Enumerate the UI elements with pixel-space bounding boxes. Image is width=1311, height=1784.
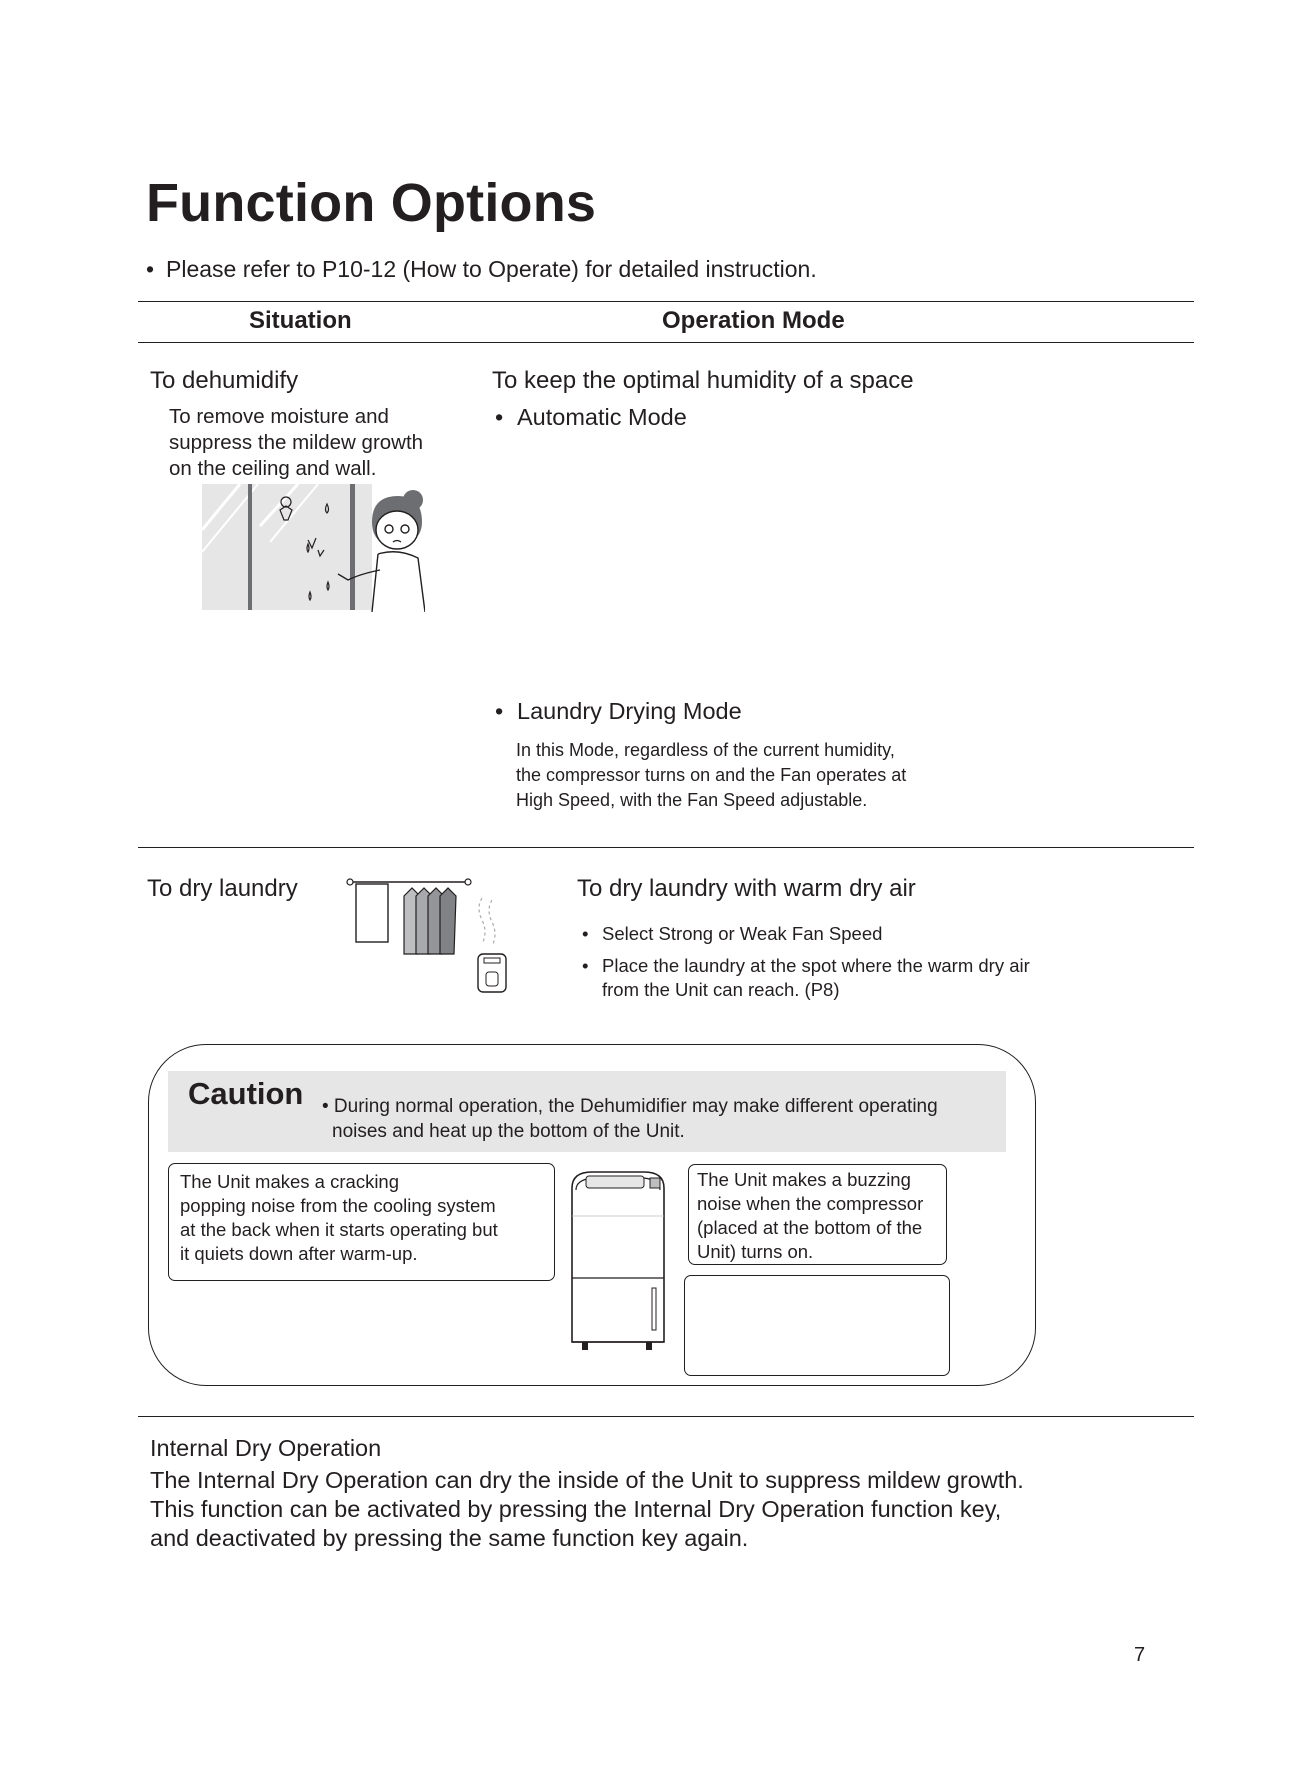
laundry-tip-fan-speed [582,922,882,946]
box-line: The Unit makes a cracking [180,1171,400,1192]
tip-line: Place the laundry at the spot where the warm dry air [602,955,1030,976]
laundry-drying-description [516,738,906,813]
wall-mildew-illustration [200,482,425,612]
mode-automatic [495,404,687,431]
dehumidifier-unit-illustration [560,1168,672,1358]
box-line: popping noise from the cooling system [180,1195,496,1216]
caution-line: noises and heat up the bottom of the Unit. [332,1121,685,1142]
box-line: Unit) turns on. [697,1241,814,1262]
page-title: Function Options [146,173,597,233]
intro-text: Please refer to P10-12 (How to Operate) for detailed instruction. [166,256,817,282]
row-divider [138,847,1194,848]
empty-note-box [684,1275,950,1376]
intro-bullet: • [146,256,155,282]
caution-text [322,1094,938,1144]
tip-line: from the Unit can reach. (P8) [602,979,840,1000]
box-line: The Unit makes a buzzing [697,1169,911,1190]
internal-dry-title: Internal Dry Operation [150,1435,382,1461]
mode-laundry-drying [495,698,742,725]
bullet: • [495,404,504,430]
column-header-operation-mode: Operation Mode [662,307,845,334]
bullet: • [582,955,589,976]
mode-name: Laundry Drying Mode [517,698,742,724]
box-line: at the back when it starts operating but [180,1219,498,1240]
table-header-rule [138,342,1194,343]
bullet: • [582,923,589,944]
body-line: and deactivated by pressing the same function key again. [150,1525,749,1551]
footer-rule [138,1416,1194,1417]
mode-goal-optimal-humidity: To keep the optimal humidity of a space [492,367,914,394]
box-line: (placed at the bottom of the [697,1217,923,1238]
description-line: the compressor turns on and the Fan operates at [516,765,907,785]
situation-dry-laundry: To dry laundry [147,875,298,902]
internal-dry-body [150,1466,1024,1553]
situation-dehumidify: To dehumidify [150,367,299,394]
mode-goal-warm-dry-air: To dry laundry with warm dry air [577,875,916,902]
column-header-situation: Situation [249,307,352,334]
laundry-rack-illustration [346,878,516,998]
detail-line: suppress the mildew growth [169,431,424,454]
intro-note [146,256,817,283]
situation-dehumidify-detail [169,404,423,482]
buzzing-noise-text [697,1168,923,1264]
caution-line: • During normal operation, the Dehumidifier may make different operating [322,1096,938,1117]
box-line: noise when the compressor [697,1193,924,1214]
laundry-tip-placement [582,954,1030,1002]
page-number: 7 [1134,1644,1146,1666]
description-line: High Speed, with the Fan Speed adjustable. [516,790,868,810]
description-line: In this Mode, regardless of the current humidity, [516,740,895,760]
cracking-noise-text [180,1170,498,1266]
mode-name: Automatic Mode [517,404,687,430]
caution-label: Caution [188,1076,304,1111]
detail-line: on the ceiling and wall. [169,457,377,480]
body-line: This function can be activated by pressing the Internal Dry Operation function key, [150,1496,1002,1522]
body-line: The Internal Dry Operation can dry the inside of the Unit to suppress mildew growth. [150,1467,1024,1493]
box-line: it quiets down after warm-up. [180,1243,418,1264]
tip-line: Select Strong or Weak Fan Speed [602,923,883,944]
detail-line: To remove moisture and [169,405,389,428]
bullet: • [495,698,504,724]
table-top-rule [138,301,1194,302]
